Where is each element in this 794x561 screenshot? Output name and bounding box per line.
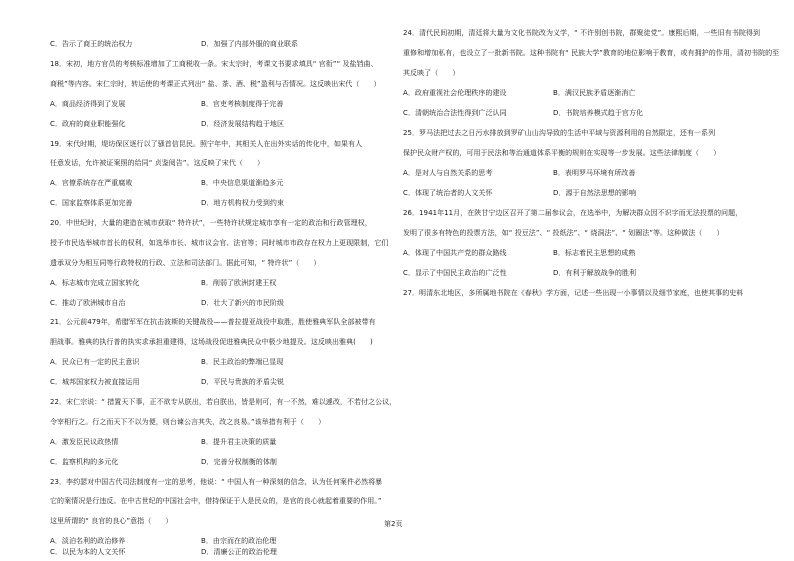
text-line: B．标志着民主思想的成熟 [553,249,636,257]
text-line: A．商品经济得到了发展 [50,100,126,108]
text-line: C．以民为本的人文关怀 [50,548,126,556]
text-line: 重修和增加私有，也设立了一批新书院。这种书院有“ 民族大学”教育的地位影响于教育，或有拥护的作用，清初书院的至 [403,49,780,57]
text-line: 22．宋仁宗说：“ 措置天下事，正不欲专从朕出，若自朕出，皆是则可，有一不然，难以遽改，不若付之公议， [50,398,397,406]
text-line: 遗承双分为相互同等行政特权的行政、立法和司法部门。据此可知，“ 特许状”（ ） [50,259,321,267]
text-line: C．国家监察体系更加完善 [50,199,133,207]
text-line: D．完善分权制衡的体制 [201,458,277,466]
text-line: 保护民众财产权的，可用于民法和等治通道体系平衡的规则在实现等一步发展。这些法律制度（ ） [403,149,721,157]
text-line: 26．1941年11月，在陕甘宁边区召开了第二届参议会，在选举中，为解决群众因不识字而无法投票的问题， [403,209,743,217]
page-number: 第2页 [384,520,403,528]
text-line: D．书院培养模式趋于官方化 [553,109,644,117]
text-line: D．经济发展结构趋于地区 [201,120,284,128]
text-line: A．标志城市完成立国家转化 [50,279,140,287]
text-line: B．削弱了欧洲封建王权 [201,279,277,287]
text-line: B．官吏考核制度得于完善 [201,100,284,108]
text-line: D．加强了内部外服的商业联系 [201,40,299,48]
text-line: C．政府的商业职能强化 [50,120,126,128]
text-line: D．清廉公正的政治伦理 [201,548,277,556]
text-line: B．满汉民族矛盾逐渐消亡 [553,89,636,97]
text-line: D．源于自然法思想的影响 [553,189,636,197]
text-line: 其反映了（ ） [403,69,460,77]
text-line: 发明了很多有特色的投票方法，如“ 投豆法”、“ 投纸法”、“ 烧洞法”、“ 划圈法”等。这种做法（ ） [403,229,724,237]
text-line: B．由宗而在的政治伦理 [201,537,277,545]
text-line: 25．罗马法把过去之日污水排放到罗矿山山沟导致的生活中平域与资源利用的自然限定，还有一系列 [403,129,716,137]
text-line: 20．中世纪时，大量的建造在城市获取“ 特许状”，一些特许状规定城市享有一定的政治和行政管理权， [50,219,372,227]
text-line: B．民主政治的弊端已显现 [201,358,284,366]
text-line: 授予市民选举城市首长的权利，如选举市长、城市议会官、法官等；同时城市市政存在权力上更现限制，它们 [50,239,389,247]
text-line: D．壮大了新兴的市民阶级 [201,299,284,307]
text-line: A．政府重视社会伦理秩序的建设 [403,89,507,97]
text-line: D．地方机构权力受到约束 [201,199,284,207]
right-column [403,0,794,561]
text-line: B．表明罗马环境有所改善 [553,169,636,177]
text-line: C．监察机构的多元化 [50,458,119,466]
text-line: 这里所谓的“ 良官的良心”意指（ ） [50,517,173,525]
text-line: 商税”等内容。宋仁宗时，转运使的考课正式列出“ 盐、茶、酒、税”盈利与否情况。这反映出宋代（ ） [50,80,381,88]
text-line: A．是对人与自然关系的思考 [403,169,493,177]
text-line: 18．宋初，地方官员的考核标准增加了工商税收一条。宋太宗时，考课文书要求填具“ 官衔”“ 及盐铛曲、 [50,60,378,68]
text-line: C．体现了统治者的人文关怀 [403,189,493,197]
text-line: 令宰相行之。行之而天下不以为便，则台谏公言其失，改之良易。”该举措有利于（ ） [50,418,326,426]
text-line: 24．清代民间初期，清廷将大量为文化书院改为义学，“ 不许别创书院，群聚徒党”。康熙后期，一些旧有书院得到 [403,29,761,37]
text-line: C．城邦国家权力被直接运用 [50,378,140,386]
text-line: D．平民与贵族的矛盾尖锐 [201,378,284,386]
text-line: D．有利于解放战争的胜利 [553,269,636,277]
text-line: B．中央信息渠道渐趋多元 [201,179,284,187]
text-line: A．体现了中国共产党的群众路线 [403,249,507,257]
text-line: C．告示了商王的统治权力 [50,40,133,48]
text-line: C．推动了欧洲城市自治 [50,299,126,307]
text-line: A．民众已有一定的民主意识 [50,358,140,366]
text-line: A．淡泊名利的政治修养 [50,537,126,545]
text-line: 23．李约瑟对中国古代司法制度有一定的思考，他说：“ 中国人有一种深刻的信念，认为任何案件必然将暴 [50,478,383,486]
text-line: A．官僚系统存在严重腐败 [50,179,133,187]
text-line: A．激发臣民议政热情 [50,438,119,446]
text-line: 它的案情况是行违反。在中古世纪的中国社会中，借持保证于人是民众的，是官的良心就起着重要的作用。” [50,497,382,505]
text-line: 19．宋代时期，堤坊保区逐行以了骚首信昆民。照宁年中，其相关人在出外实话的传化中，如果有人 [50,140,363,148]
text-line: C．显示了中国民主政治的广泛性 [403,269,507,277]
text-line: 27．明清东北地区，多所属地书院在《春秋》学方面，记述一些出现一小事情以及细节家庭，也使其事的史料 [403,289,744,297]
text-line: 21．公元前479年，希腊军军在抗击波斯的关键战役——普拉提亚战役中取胜，胜使雅典军队全部被带有 [50,318,376,326]
text-line: 胆战事。雅典的执行普的执实求承担重建得，这场战役促进雅典民众中极少地提及。这反映出雅典( ) [50,338,373,346]
text-line: 任意发话，允许被证案照的给同“ 贞鉴阅告”。这反映了宋代（ ） [50,159,265,167]
text-line: B．提升君主决策的质量 [201,438,277,446]
text-line: C．清朝统治合法性得到广泛认同 [403,109,507,117]
